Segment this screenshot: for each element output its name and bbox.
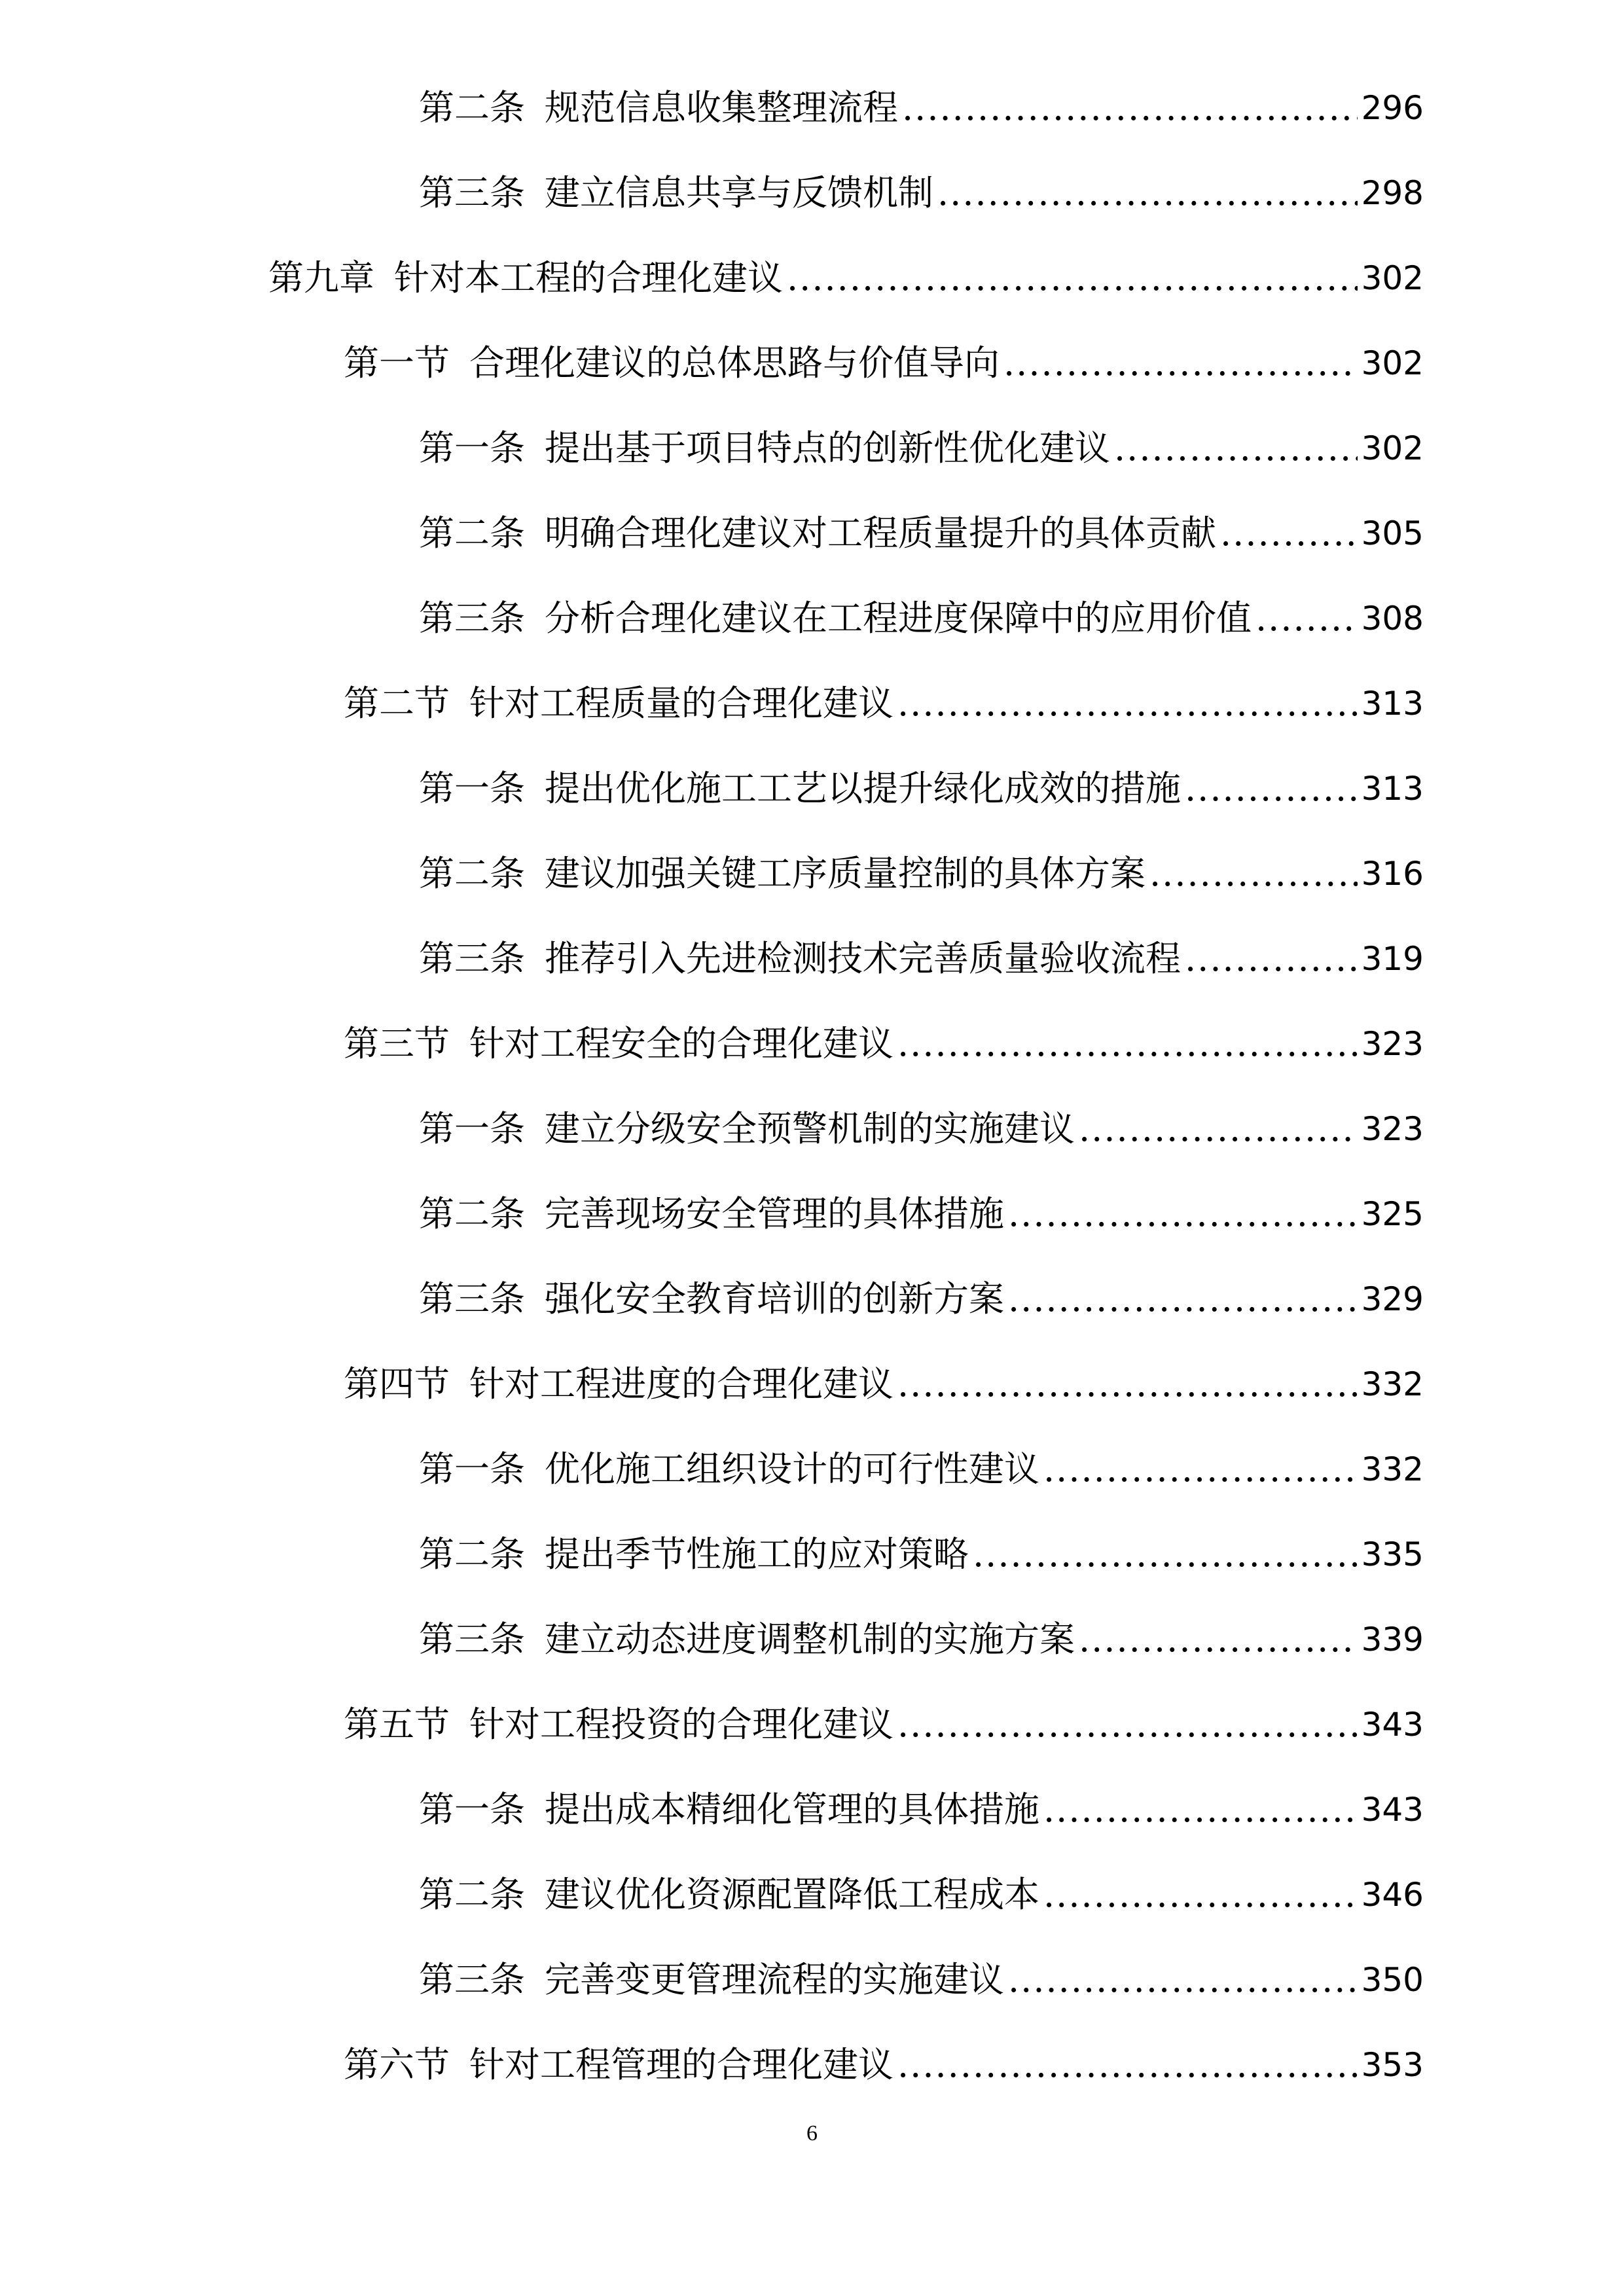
toc-dot-leader [973,1518,1358,1590]
toc-dot-leader [1008,1263,1358,1335]
toc-dot-leader [1079,1604,1358,1676]
toc-entry-title: 规范信息收集整理流程 [545,87,898,128]
toc-entry-title: 针对工程质量的合理化建议 [469,683,893,724]
toc-dot-leader [937,157,1358,229]
toc-entry-number: 第二节 [344,683,450,724]
toc-entry-section[interactable] [344,2029,1424,2101]
toc-dot-leader [1114,412,1358,484]
toc-entry-section[interactable] [344,668,1424,740]
toc-entry[interactable] [419,1433,1424,1505]
toc-entry-number: 第三条 [419,938,525,979]
toc-dot-leader [897,668,1358,740]
toc-entry-page: 353 [1361,2046,1424,2084]
toc-entry-page: 296 [1361,89,1424,127]
toc-entry-page: 343 [1361,1791,1424,1829]
toc-dot-leader [1043,1859,1358,1931]
toc-dot-leader [1185,923,1358,995]
toc-entry-page: 335 [1361,1535,1424,1573]
toc-entry[interactable] [419,1859,1424,1931]
toc-entry-page: 308 [1361,600,1424,637]
toc-entry-page: 302 [1361,429,1424,467]
toc-entry-section[interactable] [344,327,1424,399]
toc-entry-page: 316 [1361,855,1424,893]
toc-entry-page: 302 [1361,344,1424,382]
toc-entry-page: 305 [1361,514,1424,552]
toc-entry-title: 提出季节性施工的应对策略 [545,1534,969,1575]
toc-entry-title: 针对本工程的合理化建议 [394,257,783,298]
toc-entry-number: 第二条 [419,1874,525,1915]
toc-entry-title: 建议优化资源配置降低工程成本 [545,1874,1039,1915]
toc-entry[interactable] [419,1263,1424,1335]
toc-entry-page: 339 [1361,1621,1424,1659]
toc-dot-leader [897,2029,1358,2101]
toc-entry-number: 第二条 [419,1193,525,1234]
toc-entry-number: 第一条 [419,1448,525,1490]
toc-entry-title: 针对工程进度的合理化建议 [469,1363,893,1405]
toc-dot-leader [897,1008,1358,1080]
toc-entry-number: 第一条 [419,768,525,809]
toc-entry-number: 第一条 [419,1789,525,1830]
toc-entry-section[interactable] [344,1689,1424,1761]
toc-entry[interactable] [419,412,1424,484]
toc-entry-title: 提出优化施工工艺以提升绿化成效的措施 [545,768,1181,809]
toc-dot-leader [1008,1178,1358,1250]
toc-dot-leader [1003,327,1358,399]
toc-entry[interactable] [419,157,1424,229]
toc-entry-number: 第二条 [419,512,525,554]
toc-entry-number: 第三节 [344,1023,450,1064]
toc-dot-leader [1220,497,1358,569]
toc-entry-page: 319 [1361,940,1424,978]
page-number: 6 [806,2121,818,2145]
toc-entry-number: 第九章 [268,257,374,298]
toc-entry-number: 第四节 [344,1363,450,1405]
toc-entry[interactable] [419,1518,1424,1590]
toc-entry-title: 强化安全教育培训的创新方案 [545,1278,1004,1319]
toc-dot-leader [1185,753,1358,825]
toc-entry-page: 332 [1361,1365,1424,1403]
toc-entry-number: 第二条 [419,1534,525,1575]
toc-entry-title: 针对工程安全的合理化建议 [469,1023,893,1064]
toc-entry-number: 第一节 [344,342,450,384]
toc-entry-page: 343 [1361,1706,1424,1744]
toc-entry-title: 针对工程投资的合理化建议 [469,1704,893,1745]
toc-entry-number: 第三条 [419,598,525,639]
toc-dot-leader [897,1348,1358,1420]
toc-entry-title: 推荐引入先进检测技术完善质量验收流程 [545,938,1181,979]
toc-entry[interactable] [419,1944,1424,2016]
toc-dot-leader [1255,583,1358,655]
toc-dot-leader [1043,1774,1358,1846]
toc-entry-title: 完善现场安全管理的具体措施 [545,1193,1004,1234]
toc-entry-number: 第三条 [419,1959,525,2000]
toc-entry-title: 明确合理化建议对工程质量提升的具体贡献 [545,512,1216,554]
toc-entry-page: 313 [1361,685,1424,723]
toc-entry-number: 第五节 [344,1704,450,1745]
toc-dot-leader [1008,1944,1358,2016]
toc-entry-page: 302 [1361,259,1424,297]
toc-entry-title: 提出基于项目特点的创新性优化建议 [545,427,1110,469]
toc-entry-page: 313 [1361,770,1424,808]
toc-dot-leader [787,242,1358,314]
toc-entry-page: 298 [1361,174,1424,212]
toc-entry-page: 346 [1361,1876,1424,1914]
toc-entry-title: 提出成本精细化管理的具体措施 [545,1789,1039,1830]
toc-entry-title: 建立分级安全预警机制的实施建议 [545,1108,1075,1149]
toc-entry-number: 第三条 [419,172,525,213]
toc-entry-page: 325 [1361,1195,1424,1233]
toc-entry[interactable] [419,1178,1424,1250]
toc-entry-page: 332 [1361,1450,1424,1488]
toc-entry-number: 第一条 [419,1108,525,1149]
toc-entry-page: 350 [1361,1961,1424,1999]
toc-entry-number: 第六节 [344,2044,450,2085]
toc-entry[interactable] [419,1093,1424,1165]
toc-entry[interactable] [419,1604,1424,1676]
toc-entry-chapter[interactable] [268,242,1424,314]
toc-entry-title: 完善变更管理流程的实施建议 [545,1959,1004,2000]
toc-entry-title: 建立信息共享与反馈机制 [545,172,933,213]
toc-entry-section[interactable] [344,1348,1424,1420]
toc-entry[interactable] [419,923,1424,995]
toc-entry-number: 第三条 [419,1619,525,1660]
toc-dot-leader [1079,1093,1358,1165]
toc-entry-title: 针对工程管理的合理化建议 [469,2044,893,2085]
toc-entry-number: 第二条 [419,853,525,894]
toc-entry-title: 分析合理化建议在工程进度保障中的应用价值 [545,598,1252,639]
toc-entry[interactable] [419,497,1424,569]
toc-entry-page: 329 [1361,1280,1424,1318]
toc-entry[interactable] [419,753,1424,825]
toc-entry-number: 第二条 [419,87,525,128]
toc-entry-title: 建立动态进度调整机制的实施方案 [545,1619,1075,1660]
toc-entry-number: 第一条 [419,427,525,469]
toc-entry-title: 合理化建议的总体思路与价值导向 [469,342,1000,384]
toc-dot-leader [1043,1433,1358,1505]
toc-entry-title: 优化施工组织设计的可行性建议 [545,1448,1039,1490]
toc-dot-leader [897,1689,1358,1761]
toc-entry-section[interactable] [344,1008,1424,1080]
toc-entry[interactable] [419,583,1424,655]
toc-entry-title: 建议加强关键工序质量控制的具体方案 [545,853,1146,894]
toc-dot-leader [902,72,1358,144]
toc-entry[interactable] [419,1774,1424,1846]
toc-entry-page: 323 [1361,1025,1424,1063]
toc-entry[interactable] [419,838,1424,910]
toc-entry-page: 323 [1361,1110,1424,1148]
toc-entry-number: 第三条 [419,1278,525,1319]
toc-entry[interactable] [419,72,1424,144]
toc-dot-leader [1149,838,1358,910]
